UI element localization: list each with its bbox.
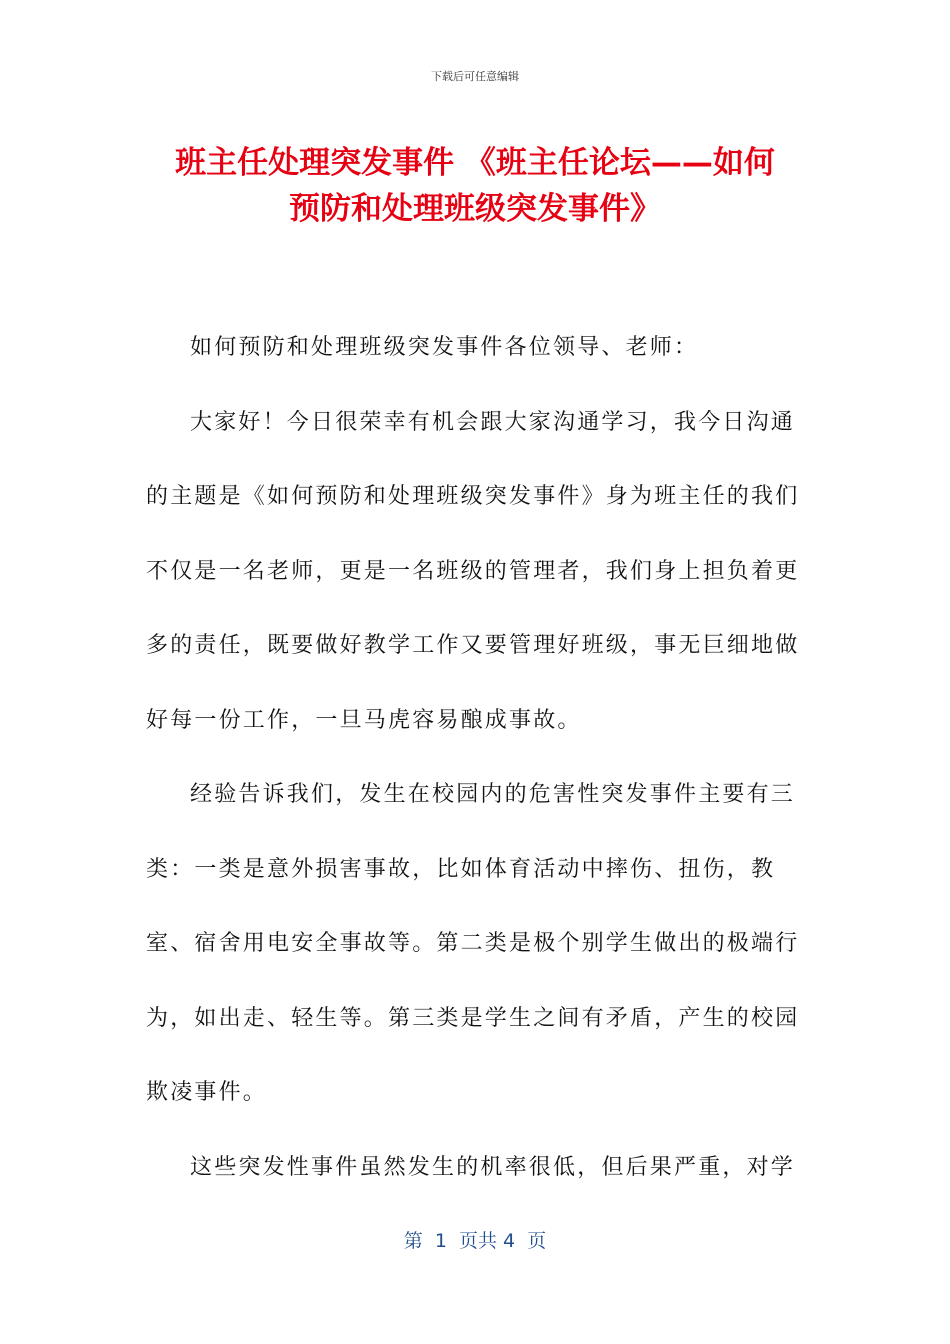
document-body xyxy=(146,311,806,1205)
page-number-footer: 第 1 页共 4 页 xyxy=(403,1230,547,1252)
page-header-note: 下载后可任意编辑 xyxy=(431,70,519,83)
title-line-2: 预防和处理班级突发事件》 xyxy=(289,191,661,227)
paragraph-consequences: 这些突发性事件虽然发生的机率很低，但后果严重，对学 xyxy=(190,1154,796,1180)
paragraph-greeting: 如何预防和处理班级突发事件各位领导、老师： xyxy=(190,335,699,360)
document-title xyxy=(60,140,890,232)
paragraph-event-types: 经验告诉我们，发生在校园内的危害性突发事件主要有三类：一类是意外损害事故，比如体育活动中摔伤、扭伤，教室、宿舍用电安全事故等。第二类是极个别学生做出的极端行为，如出走、轻生等。第三类是学生之间有矛盾，产生的校园欺凌事件。 xyxy=(146,782,800,1105)
title-line-1: 班主任处理突发事件 《班主任论坛——如何 xyxy=(175,145,775,181)
paragraph-intro: 大家好！今日很荣幸有机会跟大家沟通学习，我今日沟通的主题是《如何预防和处理班级突发事件》身为班主任的我们不仅是一名老师，更是一名班级的管理者，我们身上担负着更多的责任，既要做好教学工作又要管理好班级，事无巨细地做好每一份工作，一旦马虎容易酿成事故。 xyxy=(146,409,800,733)
